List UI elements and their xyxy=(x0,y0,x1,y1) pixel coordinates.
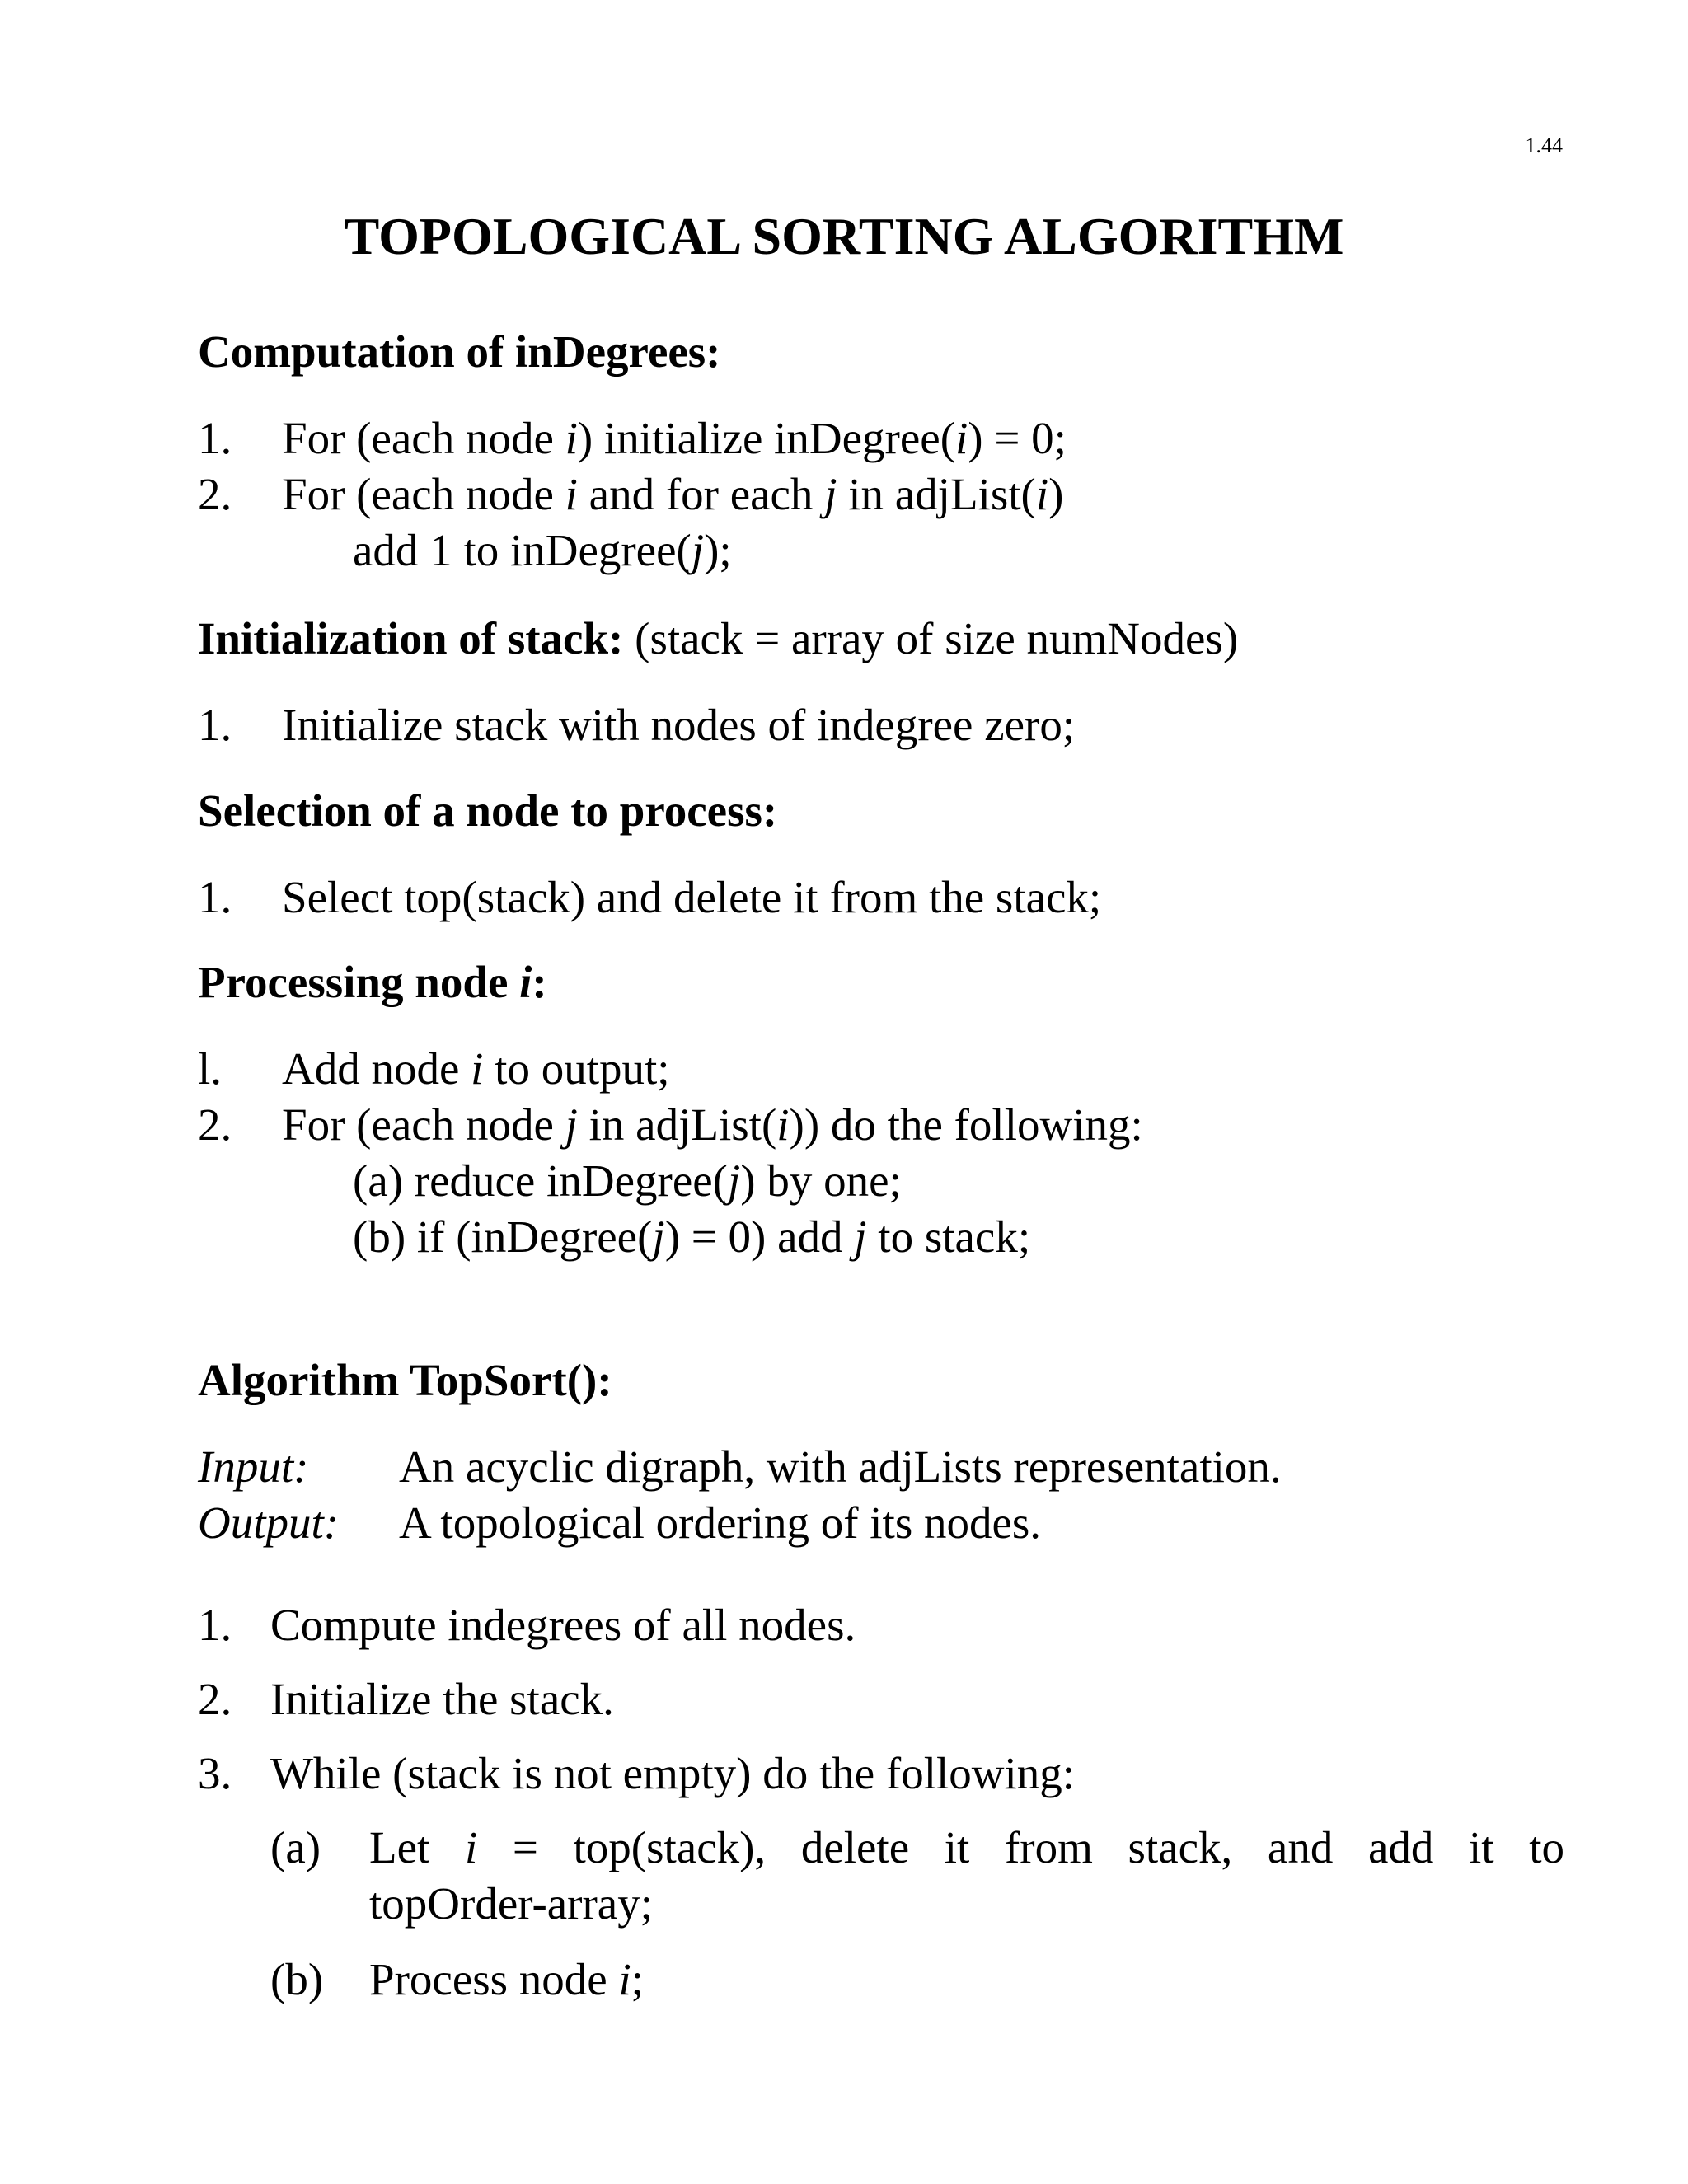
algorithm-step1: Compute indegrees of all nodes. xyxy=(270,1600,856,1650)
processing-step1: Add node i to output; xyxy=(282,1043,670,1094)
init-stack-step1: Initialize stack with nodes of indegree zero; xyxy=(282,700,1076,750)
selection-step1-number: 1. xyxy=(198,872,232,922)
indegrees-step2-continuation: add 1 to inDegree(j); xyxy=(353,525,732,575)
processing-step1-number: l. xyxy=(198,1043,223,1094)
algorithm-step3b-label: (b) xyxy=(270,1954,324,2004)
processing-step2-number: 2. xyxy=(198,1099,232,1150)
algorithm-step3a: Let i = top(stack), delete it from stack, and add it to xyxy=(369,1822,1564,1872)
heading-processing: Processing node i: xyxy=(198,957,547,1007)
indegrees-step1: For (each node i) initialize inDegree(i) = 0; xyxy=(282,413,1067,463)
input-label: Input: xyxy=(198,1441,309,1492)
output-value: A topological ordering of its nodes. xyxy=(399,1497,1042,1548)
indegrees-step1-number: 1. xyxy=(198,413,232,463)
algorithm-step3a-continuation: topOrder-array; xyxy=(369,1878,653,1929)
indegrees-step2-number: 2. xyxy=(198,469,232,519)
page-number: 1.44 xyxy=(1525,134,1563,157)
processing-step2: For (each node j in adjList(i)) do the following: xyxy=(282,1099,1143,1150)
algorithm-step1-number: 1. xyxy=(198,1600,232,1650)
heading-selection: Selection of a node to process: xyxy=(198,785,778,836)
heading-algorithm: Algorithm TopSort(): xyxy=(198,1355,612,1405)
init-stack-step1-number: 1. xyxy=(198,700,232,750)
algorithm-step3-number: 3. xyxy=(198,1748,232,1798)
algorithm-step3b: Process node i; xyxy=(369,1954,645,2004)
input-value: An acyclic digraph, with adjLists representation. xyxy=(399,1441,1282,1492)
output-label: Output: xyxy=(198,1497,340,1548)
processing-step2b: (b) if (inDegree(j) = 0) add j to stack; xyxy=(353,1212,1031,1262)
heading-init-stack: Initialization of stack: (stack = array of size numNodes) xyxy=(198,613,1239,663)
selection-step1: Select top(stack) and delete it from the stack; xyxy=(282,872,1102,922)
heading-indegrees: Computation of inDegrees: xyxy=(198,326,721,377)
algorithm-step3a-label: (a) xyxy=(270,1822,321,1872)
algorithm-step2-number: 2. xyxy=(198,1674,232,1724)
algorithm-step3: While (stack is not empty) do the following: xyxy=(270,1748,1076,1798)
algorithm-step2: Initialize the stack. xyxy=(270,1674,614,1724)
processing-step2a: (a) reduce inDegree(j) by one; xyxy=(353,1155,902,1206)
page-title: TOPOLOGICAL SORTING ALGORITHM xyxy=(344,207,1344,265)
indegrees-step2: For (each node i and for each j in adjList(i) xyxy=(282,469,1064,519)
